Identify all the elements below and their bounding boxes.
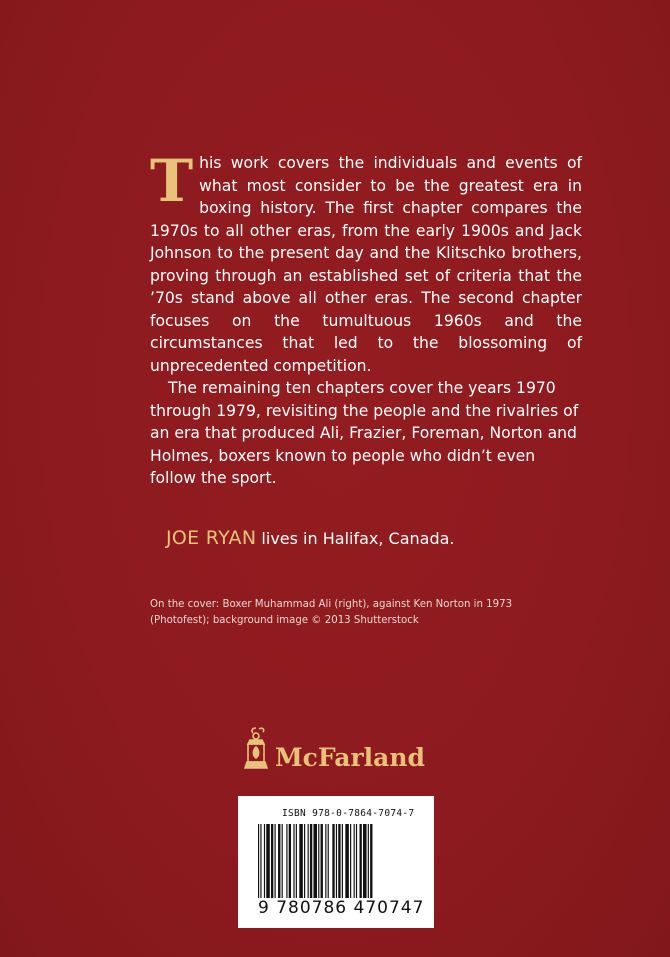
- barcode-bars: [258, 824, 416, 898]
- lantern-icon: [243, 726, 269, 770]
- barcode-digits: 9 780786 470747: [258, 898, 425, 918]
- isbn-label: ISBN 978-0-7864-7074-7: [282, 808, 415, 819]
- blurb-paragraph-1: [150, 147, 582, 377]
- drop-cap: T: [150, 147, 194, 215]
- blurb-paragraph-2: The remaining ten chapters cover the years 1970 through 1979, revisiting the people and the rivalries of an era that produced Ali, Frazier, Foreman, Norton and Holmes, boxers known to people who didn’t even follow the sport.: [150, 379, 579, 487]
- publisher-name: McFarland: [275, 743, 425, 772]
- blurb-paragraph-1-text: his work covers the individuals and events of what most consider to be the greatest era in boxing history. The first chapter compares the 1970s to all other eras, from the early 1900s and Jack Johnson to the present day and the Klitschko brothers, proving through an established set of criteria that the ’70s stand above all other eras. The second chapter focuses on the tumultuous 1960s and the circumstances that led to the blossoming of unprecedented competition.: [150, 154, 582, 375]
- author-bio: [166, 527, 455, 549]
- barcode: [238, 796, 434, 928]
- cover-credit: On the cover: Boxer Muhammad Ali (right), against Ken Norton in 1973 (Photofest); background image © 2013 Shutterstock: [150, 599, 513, 626]
- publisher-logo: [243, 726, 425, 770]
- author-bio-text: lives in Halifax, Canada.: [256, 529, 455, 548]
- blurb: [150, 147, 582, 490]
- author-name: JOE RYAN: [166, 527, 257, 549]
